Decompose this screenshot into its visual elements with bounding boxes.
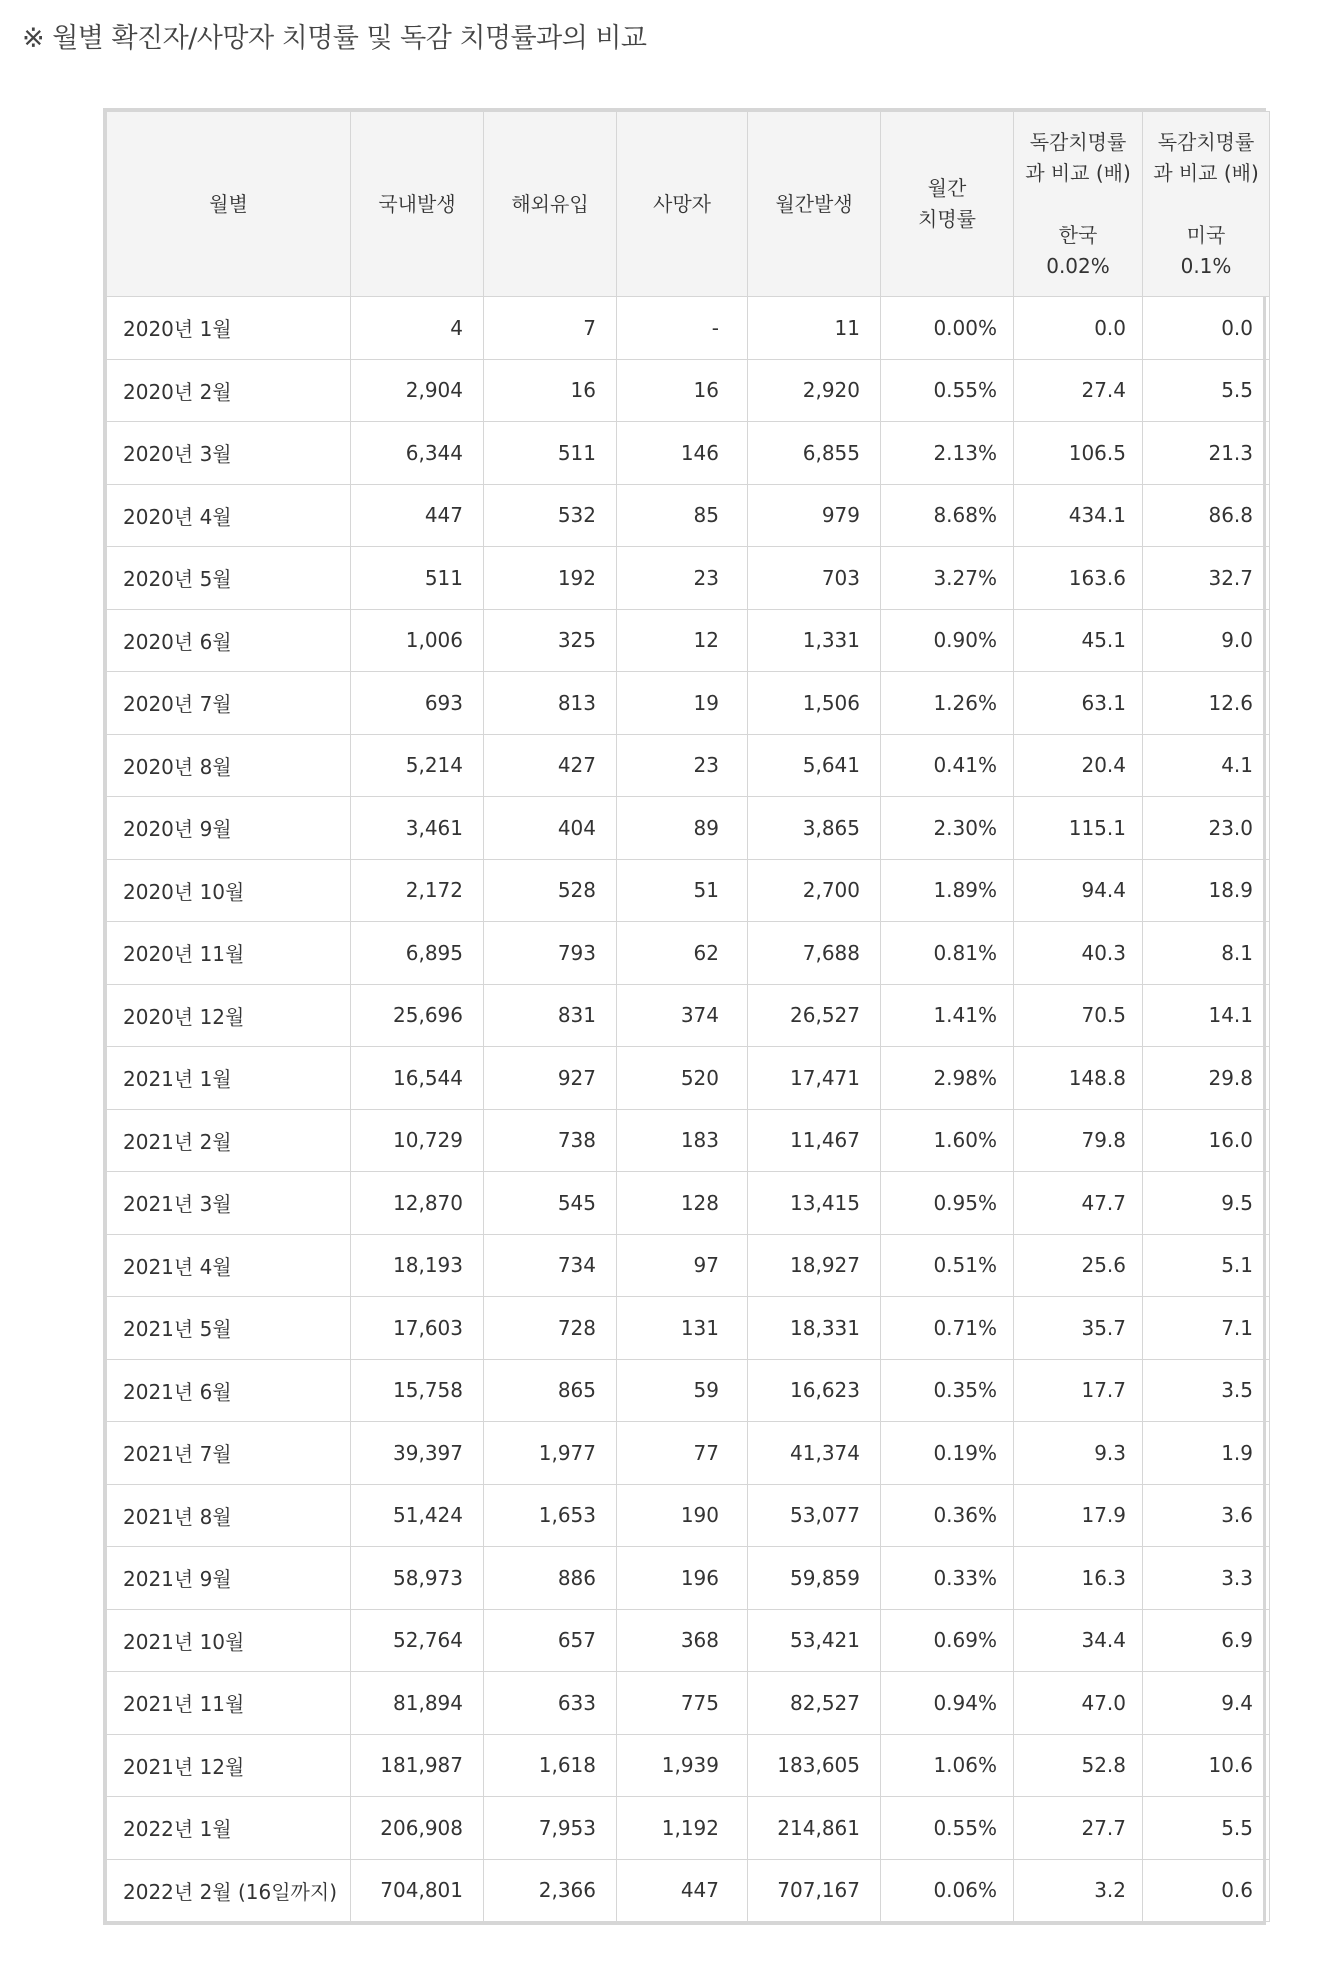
- cell-imported: 16: [484, 359, 617, 422]
- cell-imported: 511: [484, 422, 617, 485]
- cell-usa-ratio: 18.9: [1143, 859, 1270, 922]
- cell-month: 2020년 5월: [107, 547, 351, 610]
- cell-domestic: 2,904: [351, 359, 484, 422]
- cell-korea-ratio: 17.7: [1014, 1359, 1143, 1422]
- cell-monthly-fatality: 0.94%: [881, 1672, 1014, 1735]
- cell-monthly-fatality: 2.30%: [881, 797, 1014, 860]
- cell-usa-ratio: 12.6: [1143, 672, 1270, 735]
- table-row: [107, 359, 1270, 422]
- header-korea-line2: 과 비교 (배): [1025, 160, 1131, 185]
- cell-usa-ratio: 4.1: [1143, 734, 1270, 797]
- table-row: [107, 1609, 1270, 1672]
- cell-monthly-fatality: 1.89%: [881, 859, 1014, 922]
- table-row: [107, 797, 1270, 860]
- cell-deaths: 51: [617, 859, 748, 922]
- cell-usa-ratio: 7.1: [1143, 1297, 1270, 1360]
- cell-monthly-cases: 979: [748, 484, 881, 547]
- cell-usa-ratio: 86.8: [1143, 484, 1270, 547]
- cell-korea-ratio: 35.7: [1014, 1297, 1143, 1360]
- cell-imported: 7: [484, 297, 617, 360]
- cell-korea-ratio: 163.6: [1014, 547, 1143, 610]
- cell-monthly-fatality: 1.60%: [881, 1109, 1014, 1172]
- cell-month: 2021년 8월: [107, 1484, 351, 1547]
- cell-deaths: 183: [617, 1109, 748, 1172]
- table-body: [107, 297, 1270, 1922]
- cell-korea-ratio: 27.4: [1014, 359, 1143, 422]
- table-header: [107, 112, 1270, 297]
- cell-imported: 1,977: [484, 1422, 617, 1485]
- header-korea-country: 한국: [1058, 222, 1098, 247]
- table-row: [107, 422, 1270, 485]
- cell-monthly-cases: 7,688: [748, 922, 881, 985]
- cell-monthly-cases: 26,527: [748, 984, 881, 1047]
- cell-imported: 865: [484, 1359, 617, 1422]
- cell-deaths: 447: [617, 1859, 748, 1922]
- header-korea-flu-compare: [1014, 112, 1143, 297]
- cell-monthly-cases: 703: [748, 547, 881, 610]
- header-monthly-fatality: [881, 112, 1014, 297]
- cell-imported: 793: [484, 922, 617, 985]
- cell-month: 2020년 11월: [107, 922, 351, 985]
- cell-domestic: 704,801: [351, 1859, 484, 1922]
- cell-deaths: 59: [617, 1359, 748, 1422]
- cell-usa-ratio: 0.0: [1143, 297, 1270, 360]
- cell-deaths: 1,192: [617, 1797, 748, 1860]
- cell-imported: 427: [484, 734, 617, 797]
- header-usa-line2: 과 비교 (배): [1153, 160, 1259, 185]
- table-row: [107, 1297, 1270, 1360]
- cell-monthly-cases: 53,421: [748, 1609, 881, 1672]
- cell-usa-ratio: 16.0: [1143, 1109, 1270, 1172]
- cell-deaths: 89: [617, 797, 748, 860]
- table-row: [107, 1359, 1270, 1422]
- cell-korea-ratio: 79.8: [1014, 1109, 1143, 1172]
- cell-usa-ratio: 3.5: [1143, 1359, 1270, 1422]
- cell-deaths: -: [617, 297, 748, 360]
- cell-monthly-cases: 6,855: [748, 422, 881, 485]
- cell-monthly-fatality: 1.26%: [881, 672, 1014, 735]
- table-row: [107, 1484, 1270, 1547]
- cell-domestic: 1,006: [351, 609, 484, 672]
- cell-korea-ratio: 47.0: [1014, 1672, 1143, 1735]
- cell-domestic: 39,397: [351, 1422, 484, 1485]
- cell-imported: 1,618: [484, 1734, 617, 1797]
- header-imported: 해외유입: [484, 112, 617, 297]
- cell-month: 2021년 10월: [107, 1609, 351, 1672]
- cell-domestic: 693: [351, 672, 484, 735]
- header-usa-line1: 독감치명률: [1157, 129, 1255, 154]
- cell-korea-ratio: 45.1: [1014, 609, 1143, 672]
- cell-domestic: 447: [351, 484, 484, 547]
- cell-domestic: 81,894: [351, 1672, 484, 1735]
- cell-deaths: 16: [617, 359, 748, 422]
- cell-imported: 728: [484, 1297, 617, 1360]
- cell-usa-ratio: 5.5: [1143, 1797, 1270, 1860]
- cell-monthly-cases: 59,859: [748, 1547, 881, 1610]
- cell-imported: 528: [484, 859, 617, 922]
- cell-korea-ratio: 0.0: [1014, 297, 1143, 360]
- cell-usa-ratio: 14.1: [1143, 984, 1270, 1047]
- cell-monthly-fatality: 0.33%: [881, 1547, 1014, 1610]
- cell-deaths: 19: [617, 672, 748, 735]
- cell-month: 2021년 5월: [107, 1297, 351, 1360]
- cell-monthly-fatality: 8.68%: [881, 484, 1014, 547]
- cell-monthly-cases: 214,861: [748, 1797, 881, 1860]
- cell-domestic: 52,764: [351, 1609, 484, 1672]
- cell-month: 2021년 3월: [107, 1172, 351, 1235]
- cell-monthly-cases: 53,077: [748, 1484, 881, 1547]
- header-domestic: 국내발생: [351, 112, 484, 297]
- cell-imported: 927: [484, 1047, 617, 1110]
- cell-imported: 831: [484, 984, 617, 1047]
- cell-usa-ratio: 32.7: [1143, 547, 1270, 610]
- cell-domestic: 5,214: [351, 734, 484, 797]
- cell-deaths: 97: [617, 1234, 748, 1297]
- cell-monthly-cases: 707,167: [748, 1859, 881, 1922]
- cell-monthly-fatality: 0.00%: [881, 297, 1014, 360]
- cell-imported: 7,953: [484, 1797, 617, 1860]
- cell-monthly-fatality: 0.51%: [881, 1234, 1014, 1297]
- cell-usa-ratio: 21.3: [1143, 422, 1270, 485]
- table-row: [107, 1234, 1270, 1297]
- header-usa-rate: 0.1%: [1180, 253, 1232, 278]
- cell-monthly-cases: 82,527: [748, 1672, 881, 1735]
- cell-monthly-fatality: 0.35%: [881, 1359, 1014, 1422]
- cell-usa-ratio: 6.9: [1143, 1609, 1270, 1672]
- table-row: [107, 1859, 1270, 1922]
- cell-domestic: 6,344: [351, 422, 484, 485]
- cell-month: 2020년 4월: [107, 484, 351, 547]
- table-row: [107, 1797, 1270, 1860]
- header-row: [107, 112, 1270, 297]
- cell-korea-ratio: 27.7: [1014, 1797, 1143, 1860]
- cell-korea-ratio: 52.8: [1014, 1734, 1143, 1797]
- cell-monthly-fatality: 0.41%: [881, 734, 1014, 797]
- table-row: [107, 547, 1270, 610]
- cell-korea-ratio: 148.8: [1014, 1047, 1143, 1110]
- cell-month: 2020년 3월: [107, 422, 351, 485]
- cell-korea-ratio: 3.2: [1014, 1859, 1143, 1922]
- cell-deaths: 23: [617, 734, 748, 797]
- header-month: 월별: [107, 112, 351, 297]
- cell-monthly-fatality: 0.36%: [881, 1484, 1014, 1547]
- cell-monthly-fatality: 0.55%: [881, 359, 1014, 422]
- cell-deaths: 12: [617, 609, 748, 672]
- header-usa-flu-compare: [1143, 112, 1270, 297]
- cell-domestic: 17,603: [351, 1297, 484, 1360]
- table-row: [107, 859, 1270, 922]
- cell-imported: 325: [484, 609, 617, 672]
- header-monthly-fatality-line2: 치명률: [918, 207, 976, 231]
- cell-korea-ratio: 25.6: [1014, 1234, 1143, 1297]
- cell-imported: 1,653: [484, 1484, 617, 1547]
- cell-month: 2020년 7월: [107, 672, 351, 735]
- cell-domestic: 3,461: [351, 797, 484, 860]
- table-row: [107, 1547, 1270, 1610]
- cell-monthly-cases: 11: [748, 297, 881, 360]
- cell-domestic: 12,870: [351, 1172, 484, 1235]
- cell-imported: 886: [484, 1547, 617, 1610]
- cell-usa-ratio: 1.9: [1143, 1422, 1270, 1485]
- cell-month: 2020년 9월: [107, 797, 351, 860]
- cell-domestic: 2,172: [351, 859, 484, 922]
- cell-monthly-cases: 13,415: [748, 1172, 881, 1235]
- cell-month: 2020년 2월: [107, 359, 351, 422]
- cell-monthly-fatality: 2.98%: [881, 1047, 1014, 1110]
- page-title: ※ 월별 확진자/사망자 치명률 및 독감 치명률과의 비교: [22, 23, 647, 54]
- cell-deaths: 77: [617, 1422, 748, 1485]
- cell-month: 2020년 6월: [107, 609, 351, 672]
- table-row: [107, 1047, 1270, 1110]
- cell-imported: 532: [484, 484, 617, 547]
- cell-month: 2020년 10월: [107, 859, 351, 922]
- cell-monthly-cases: 2,700: [748, 859, 881, 922]
- cell-monthly-cases: 2,920: [748, 359, 881, 422]
- cell-monthly-fatality: 0.19%: [881, 1422, 1014, 1485]
- cell-monthly-fatality: 1.06%: [881, 1734, 1014, 1797]
- table-row: [107, 1672, 1270, 1735]
- cell-domestic: 25,696: [351, 984, 484, 1047]
- fatality-table: [106, 111, 1270, 1922]
- cell-korea-ratio: 63.1: [1014, 672, 1143, 735]
- cell-deaths: 62: [617, 922, 748, 985]
- cell-deaths: 23: [617, 547, 748, 610]
- cell-monthly-cases: 18,331: [748, 1297, 881, 1360]
- cell-usa-ratio: 9.0: [1143, 609, 1270, 672]
- cell-korea-ratio: 40.3: [1014, 922, 1143, 985]
- cell-domestic: 511: [351, 547, 484, 610]
- cell-korea-ratio: 70.5: [1014, 984, 1143, 1047]
- cell-domestic: 58,973: [351, 1547, 484, 1610]
- cell-usa-ratio: 9.4: [1143, 1672, 1270, 1735]
- cell-monthly-fatality: 0.81%: [881, 922, 1014, 985]
- cell-month: 2020년 1월: [107, 297, 351, 360]
- cell-usa-ratio: 29.8: [1143, 1047, 1270, 1110]
- cell-deaths: 190: [617, 1484, 748, 1547]
- table-row: [107, 922, 1270, 985]
- cell-domestic: 6,895: [351, 922, 484, 985]
- cell-usa-ratio: 5.1: [1143, 1234, 1270, 1297]
- cell-monthly-fatality: 2.13%: [881, 422, 1014, 485]
- cell-monthly-cases: 11,467: [748, 1109, 881, 1172]
- cell-imported: 2,366: [484, 1859, 617, 1922]
- cell-imported: 813: [484, 672, 617, 735]
- table-row: [107, 609, 1270, 672]
- table-row: [107, 1172, 1270, 1235]
- table-row: [107, 484, 1270, 547]
- cell-deaths: 196: [617, 1547, 748, 1610]
- cell-usa-ratio: 3.3: [1143, 1547, 1270, 1610]
- header-monthly-cases: 월간발생: [748, 112, 881, 297]
- cell-monthly-fatality: 3.27%: [881, 547, 1014, 610]
- cell-deaths: 368: [617, 1609, 748, 1672]
- header-deaths: 사망자: [617, 112, 748, 297]
- cell-month: 2021년 1월: [107, 1047, 351, 1110]
- cell-domestic: 206,908: [351, 1797, 484, 1860]
- cell-usa-ratio: 9.5: [1143, 1172, 1270, 1235]
- cell-month: 2022년 2월 (16일까지): [107, 1859, 351, 1922]
- cell-deaths: 128: [617, 1172, 748, 1235]
- table-row: [107, 297, 1270, 360]
- cell-month: 2022년 1월: [107, 1797, 351, 1860]
- cell-monthly-cases: 3,865: [748, 797, 881, 860]
- cell-month: 2021년 9월: [107, 1547, 351, 1610]
- cell-korea-ratio: 34.4: [1014, 1609, 1143, 1672]
- cell-monthly-fatality: 1.41%: [881, 984, 1014, 1047]
- cell-korea-ratio: 434.1: [1014, 484, 1143, 547]
- cell-domestic: 51,424: [351, 1484, 484, 1547]
- table-row: [107, 1734, 1270, 1797]
- cell-deaths: 1,939: [617, 1734, 748, 1797]
- cell-month: 2021년 6월: [107, 1359, 351, 1422]
- cell-monthly-fatality: 0.69%: [881, 1609, 1014, 1672]
- cell-korea-ratio: 9.3: [1014, 1422, 1143, 1485]
- header-korea-line1: 독감치명률: [1029, 129, 1127, 154]
- cell-monthly-cases: 18,927: [748, 1234, 881, 1297]
- cell-monthly-cases: 1,506: [748, 672, 881, 735]
- cell-korea-ratio: 20.4: [1014, 734, 1143, 797]
- header-monthly-fatality-line1: 월간: [927, 176, 967, 200]
- table-row: [107, 734, 1270, 797]
- cell-month: 2021년 2월: [107, 1109, 351, 1172]
- cell-deaths: 374: [617, 984, 748, 1047]
- cell-deaths: 520: [617, 1047, 748, 1110]
- cell-imported: 657: [484, 1609, 617, 1672]
- cell-month: 2021년 4월: [107, 1234, 351, 1297]
- cell-korea-ratio: 17.9: [1014, 1484, 1143, 1547]
- cell-usa-ratio: 23.0: [1143, 797, 1270, 860]
- cell-deaths: 85: [617, 484, 748, 547]
- cell-imported: 738: [484, 1109, 617, 1172]
- cell-monthly-cases: 183,605: [748, 1734, 881, 1797]
- cell-monthly-fatality: 0.71%: [881, 1297, 1014, 1360]
- cell-imported: 633: [484, 1672, 617, 1735]
- cell-domestic: 15,758: [351, 1359, 484, 1422]
- cell-month: 2020년 8월: [107, 734, 351, 797]
- table-row: [107, 672, 1270, 735]
- cell-korea-ratio: 115.1: [1014, 797, 1143, 860]
- cell-usa-ratio: 3.6: [1143, 1484, 1270, 1547]
- cell-monthly-fatality: 0.95%: [881, 1172, 1014, 1235]
- cell-domestic: 18,193: [351, 1234, 484, 1297]
- cell-monthly-fatality: 0.90%: [881, 609, 1014, 672]
- cell-imported: 404: [484, 797, 617, 860]
- cell-month: 2021년 12월: [107, 1734, 351, 1797]
- cell-monthly-cases: 41,374: [748, 1422, 881, 1485]
- cell-monthly-cases: 5,641: [748, 734, 881, 797]
- cell-month: 2020년 12월: [107, 984, 351, 1047]
- cell-domestic: 181,987: [351, 1734, 484, 1797]
- cell-imported: 734: [484, 1234, 617, 1297]
- cell-domestic: 4: [351, 297, 484, 360]
- cell-usa-ratio: 0.6: [1143, 1859, 1270, 1922]
- cell-deaths: 131: [617, 1297, 748, 1360]
- cell-domestic: 16,544: [351, 1047, 484, 1110]
- cell-monthly-fatality: 0.55%: [881, 1797, 1014, 1860]
- cell-monthly-cases: 17,471: [748, 1047, 881, 1110]
- table-row: [107, 984, 1270, 1047]
- cell-usa-ratio: 5.5: [1143, 359, 1270, 422]
- cell-usa-ratio: 8.1: [1143, 922, 1270, 985]
- fatality-table-container: [103, 108, 1266, 1925]
- cell-imported: 192: [484, 547, 617, 610]
- table-row: [107, 1422, 1270, 1485]
- header-usa-country: 미국: [1186, 222, 1226, 247]
- cell-deaths: 146: [617, 422, 748, 485]
- cell-month: 2021년 11월: [107, 1672, 351, 1735]
- cell-korea-ratio: 94.4: [1014, 859, 1143, 922]
- cell-monthly-cases: 16,623: [748, 1359, 881, 1422]
- cell-month: 2021년 7월: [107, 1422, 351, 1485]
- cell-usa-ratio: 10.6: [1143, 1734, 1270, 1797]
- table-row: [107, 1109, 1270, 1172]
- cell-domestic: 10,729: [351, 1109, 484, 1172]
- cell-korea-ratio: 47.7: [1014, 1172, 1143, 1235]
- header-korea-rate: 0.02%: [1046, 253, 1110, 278]
- cell-monthly-fatality: 0.06%: [881, 1859, 1014, 1922]
- cell-korea-ratio: 106.5: [1014, 422, 1143, 485]
- cell-korea-ratio: 16.3: [1014, 1547, 1143, 1610]
- cell-deaths: 775: [617, 1672, 748, 1735]
- cell-monthly-cases: 1,331: [748, 609, 881, 672]
- cell-imported: 545: [484, 1172, 617, 1235]
